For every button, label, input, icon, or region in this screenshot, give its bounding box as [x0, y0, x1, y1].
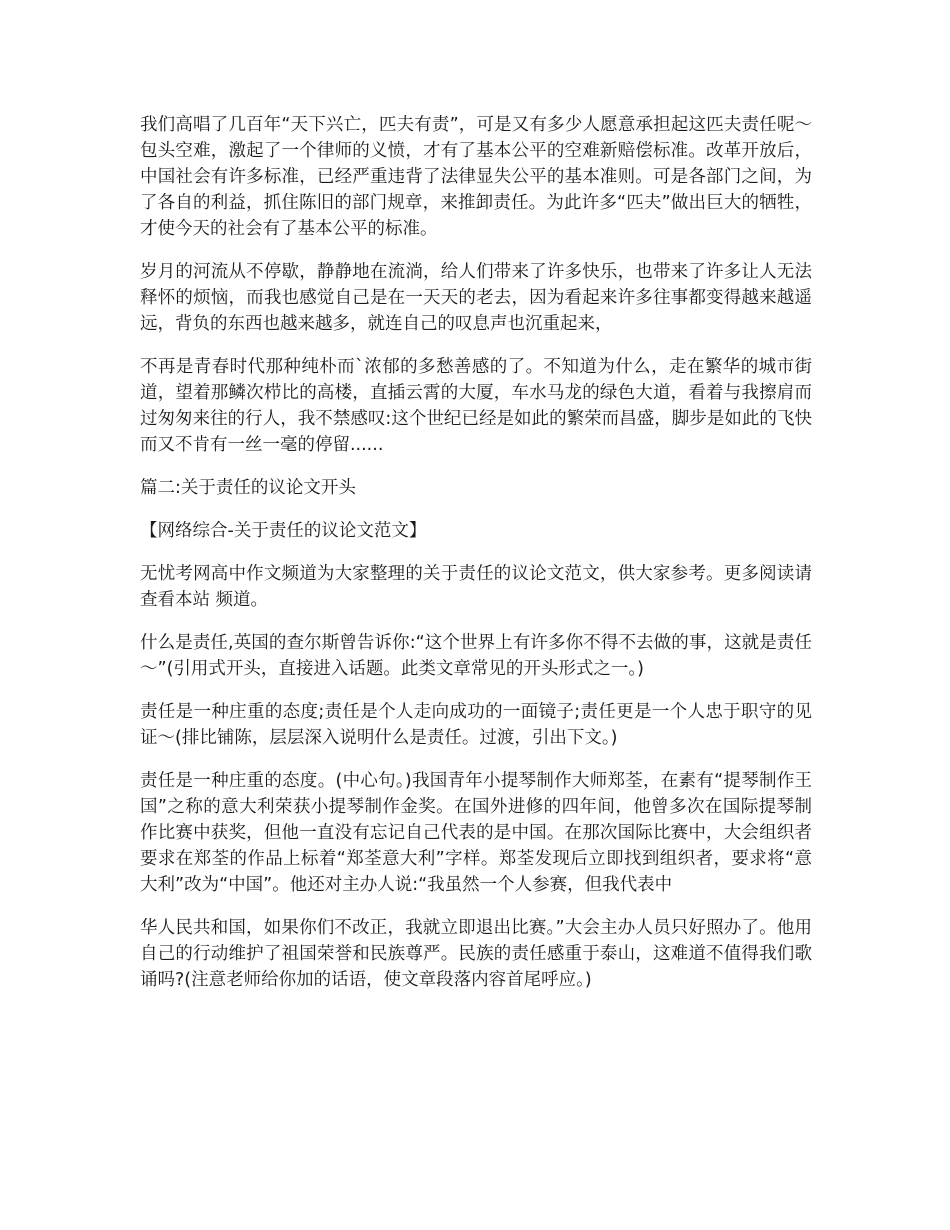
paragraph-definition: 什么是责任,英国的查尔斯曾告诉你:“这个世界上有许多你不得不去做的事，这就是责任～”(引用式开头，直接进入话题。此类文章常见的开头形式之一。) [140, 633, 812, 679]
document-page [140, 112, 812, 1010]
paragraph-parallelism: 责任是一种庄重的态度;责任是个人走向成功的一面镜子;责任更是一个人忠于职守的见证～(排比铺陈，层层深入说明什么是责任。过渡，引出下文。) [140, 702, 812, 748]
paragraph-intro: 无忧考网高中作文频道为大家整理的关于责任的议论文范文，供大家参考。更多阅读请查看本站 频道。 [140, 564, 812, 610]
paragraph-example: 责任是一种庄重的态度。(中心句。)我国青年小提琴制作大师郑荃，在素有“提琴制作王国”之称的意大利荣获小提琴制作金奖。在国外进修的四年间，他曾多次在国际提琴制作比赛中获奖，但他一直没有忘记自己代表的是中国。在那次国际比赛中，大会组织者要求在郑荃的作品上标着“郑荃意大利”字样。郑荃发现后立即找到组织者，要求将“意大利”改为“中国”。他还对主办人说:“我虽然一个人参赛，但我代表中 [140, 771, 812, 895]
section-heading: 篇二:关于责任的议论文开头 [140, 478, 356, 498]
paragraph-conclusion: 华人民共和国，如果你们不改正，我就立即退出比赛。”大会主办人员只好照办了。他用自己的行动维护了祖国荣誉和民族尊严。民族的责任感重于泰山，这难道不值得我们歌诵吗?(注意老师给你加的话语，使文章段落内容首尾呼应。) [140, 918, 812, 990]
paragraph-1: 我们高唱了几百年“天下兴亡，匹夫有责”，可是又有多少人愿意承担起这匹夫责任呢～包头空难，激起了一个律师的义愤，才有了基本公平的空难新赔偿标准。改革开放后，中国社会有许多标准，已经严重违背了法律显失公平的基本准则。可是各部门之间，为了各自的利益，抓住陈旧的部门规章，来推卸责任。为此许多“匹夫”做出巨大的牺牲，才使今天的社会有了基本公平的标准。 [140, 115, 812, 239]
paragraph-2: 岁月的河流从不停歇，静静地在流淌，给人们带来了许多快乐，也带来了许多让人无法释怀的烦恼，而我也感觉自己是在一天天的老去，因为看起来许多往事都变得越来越遥远，背负的东西也越来越多，就连自己的叹息声也沉重起来， [140, 262, 812, 334]
paragraph-3: 不再是青春时代那种纯朴而`浓郁的多愁善感的了。不知道为什么，走在繁华的城市街道，望着那鳞次栉比的高楼，直插云霄的大厦，车水马龙的绿色大道，看着与我擦肩而过匆匆来往的行人，我不禁感叹:这个世纪已经是如此的繁荣而昌盛，脚步是如此的飞快而又不肯有一丝一毫的停留...... [140, 357, 812, 455]
subsection-heading: 【网络综合-关于责任的议论文范文】 [140, 521, 427, 541]
